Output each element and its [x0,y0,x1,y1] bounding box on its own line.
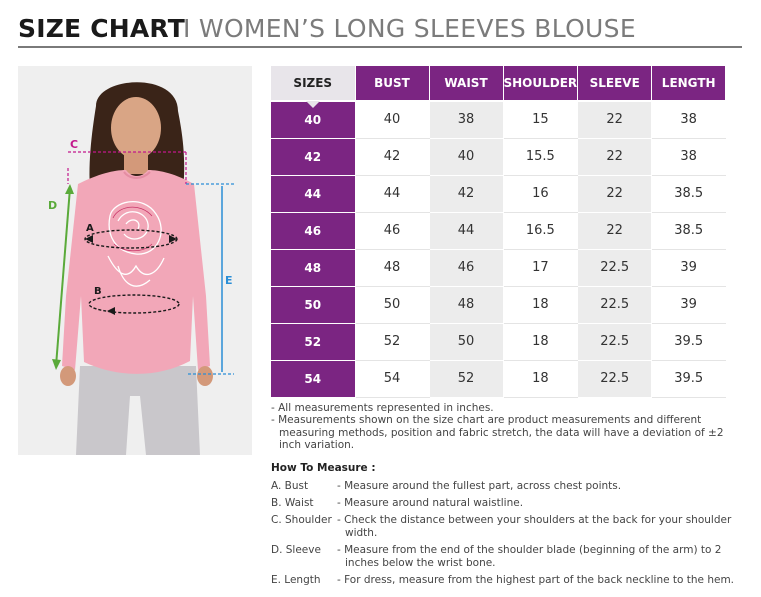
measurement-diagram [18,66,252,455]
table-row [271,101,726,138]
cell-waist: 52 [429,360,503,397]
notes [271,402,741,451]
cell-size: 46 [271,212,355,249]
model-photo [18,66,252,455]
cell-shoulder: 16.5 [503,212,578,249]
cell-bust: 44 [355,175,429,212]
measure-desc: - Measure around natural waistline. [337,497,524,509]
measure-desc: - For dress, measure from the highest part of the back neckline to the hem. [337,574,735,586]
cell-waist: 38 [429,101,503,138]
cell-waist: 46 [429,249,503,286]
cell-length: 38.5 [652,175,726,212]
cell-waist: 48 [429,286,503,323]
measure-label: A. Bust [271,480,309,492]
cell-length: 39.5 [652,323,726,360]
table-row [271,360,726,397]
table-row [271,175,726,212]
measure-item-shoulder [271,514,741,540]
cell-sleeve: 22 [578,101,652,138]
measure-item-waist [271,497,741,510]
measure-label: B. Waist [271,497,314,509]
cell-sleeve: 22 [578,175,652,212]
cell-size: 52 [271,323,355,360]
cell-waist: 44 [429,212,503,249]
measure-desc: - Measure around the fullest part, across chest points. [337,480,622,492]
cell-bust: 52 [355,323,429,360]
cell-size: 44 [271,175,355,212]
cell-sleeve: 22 [578,212,652,249]
table-header-row [271,66,726,101]
note-units: - All measurements represented in inches. [271,402,494,414]
cell-waist: 40 [429,138,503,175]
table-row [271,249,726,286]
measure-label: E. Length [271,574,321,586]
cell-shoulder: 16 [503,175,578,212]
table-row [271,323,726,360]
column-header-length: LENGTH [652,66,726,101]
cell-size: 54 [271,360,355,397]
cell-bust: 50 [355,286,429,323]
cell-bust: 42 [355,138,429,175]
column-header-shoulder: SHOULDER [503,66,578,101]
table-row [271,138,726,175]
cell-size: 50 [271,286,355,323]
cell-shoulder: 15.5 [503,138,578,175]
page-title: SIZE CHART [18,14,186,43]
table-row [271,212,726,249]
cell-size: 40 [271,101,355,138]
svg-text:B: B [94,286,102,297]
cell-waist: 50 [429,323,503,360]
cell-sleeve: 22 [578,138,652,175]
page-subtitle: I WOMEN’S LONG SLEEVES BLOUSE [183,14,636,43]
cell-size: 48 [271,249,355,286]
how-to-measure-title: How To Measure : [271,462,376,474]
cell-shoulder: 18 [503,286,578,323]
cell-waist: 42 [429,175,503,212]
cell-sleeve: 22.5 [578,286,652,323]
cell-sleeve: 22.5 [578,360,652,397]
svg-text:D: D [48,199,58,212]
note-deviation: - Measurements shown on the size chart are product measurements and different measuring methods, position and fabric stretch, the data will have a deviation of ±2 inch variation. [271,414,724,451]
cell-shoulder: 15 [503,101,578,138]
measure-item-length [271,574,741,587]
cell-bust: 54 [355,360,429,397]
cell-length: 38 [652,101,726,138]
measure-item-bust [271,480,741,493]
cell-bust: 46 [355,212,429,249]
cell-length: 39 [652,286,726,323]
page-header [18,10,742,48]
svg-text:C: C [70,138,79,151]
column-header-sizes: SIZES [271,66,355,101]
cell-shoulder: 18 [503,360,578,397]
cell-length: 38.5 [652,212,726,249]
cell-bust: 40 [355,101,429,138]
cell-sleeve: 22.5 [578,249,652,286]
column-header-sleeve: SLEEVE [578,66,652,101]
svg-text:E: E [225,274,233,287]
cell-length: 39 [652,249,726,286]
cell-length: 38 [652,138,726,175]
cell-size: 42 [271,138,355,175]
cell-sleeve: 22.5 [578,323,652,360]
measure-desc: - Measure from the end of the shoulder blade (beginning of the arm) to 2 inches below the wrist bone. [337,544,722,569]
measure-label: C. Shoulder [271,514,332,526]
svg-text:A: A [86,223,94,234]
size-table [271,66,726,398]
cell-shoulder: 18 [503,323,578,360]
cell-length: 39.5 [652,360,726,397]
cell-shoulder: 17 [503,249,578,286]
column-header-waist: WAIST [429,66,503,101]
measure-desc: - Check the distance between your shoulders at the back for your shoulder width. [337,514,732,539]
measure-label: D. Sleeve [271,544,321,556]
cell-bust: 48 [355,249,429,286]
column-header-bust: BUST [355,66,429,101]
measure-item-sleeve [271,544,741,570]
table-row [271,286,726,323]
